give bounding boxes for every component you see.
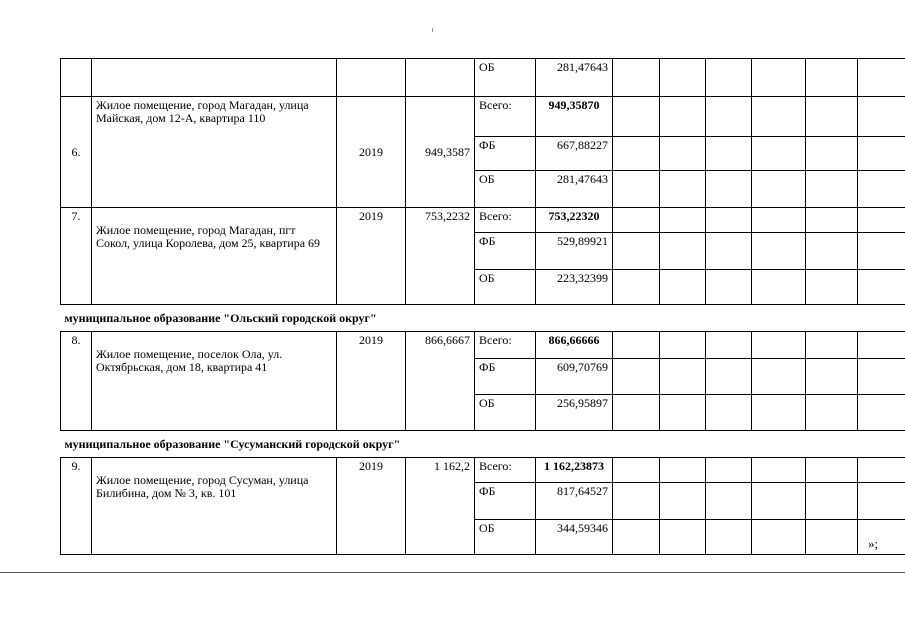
empty-cell (806, 137, 858, 171)
empty-cell (806, 208, 858, 233)
empty-cell (752, 97, 806, 137)
amount-text: 866,6667 (406, 332, 475, 431)
empty-cell (806, 520, 858, 555)
empty-cell (752, 395, 806, 431)
empty-cell (613, 332, 660, 359)
empty-cell (613, 458, 660, 483)
fb-label: ФБ (475, 359, 536, 395)
ob-label: ОБ (475, 395, 536, 431)
empty-cell (660, 332, 706, 359)
empty-cell (858, 171, 905, 208)
empty-cell (752, 458, 806, 483)
row-number-cell (61, 59, 92, 97)
empty-cell (613, 520, 660, 555)
empty-cell (752, 137, 806, 171)
empty-cell (806, 171, 858, 208)
empty-cell (858, 483, 905, 520)
fb-value: 609,70769 (536, 359, 613, 395)
fb-value: 817,64527 (536, 483, 613, 520)
row-number: 6. (61, 97, 92, 208)
table-row (61, 458, 905, 483)
empty-cell (858, 97, 905, 137)
total-value: 949,35870 (536, 97, 613, 137)
fb-value: 667,88227 (536, 137, 613, 171)
section-title: муниципальное образование "Ольский городской округ" (61, 305, 905, 332)
amount-text: 753,2232 (406, 208, 475, 305)
ob-value: 281,47643 (536, 171, 613, 208)
fb-label: ФБ (475, 233, 536, 270)
empty-cell (806, 483, 858, 520)
ob-label: ОБ (475, 270, 536, 305)
address-text: Жилое помещение, город Магадан, улица Майская, дом 12-А, квартира 110 (92, 97, 337, 208)
empty-cell (660, 520, 706, 555)
fb-label: ФБ (475, 483, 536, 520)
closing-quote: »; (868, 536, 879, 551)
page-divider (0, 572, 905, 573)
address-text: Жилое помещение, поселок Ола, ул. Октябрьская, дом 18, квартира 41 (92, 332, 337, 431)
empty-cell (660, 208, 706, 233)
empty-cell (858, 458, 905, 483)
total-label: Всего: (475, 458, 536, 483)
empty-cell (660, 359, 706, 395)
empty-cell (660, 458, 706, 483)
address-text: Жилое помещение, город Магадан, пгт Сокол, улица Королева, дом 25, квартира 69 (92, 208, 337, 305)
year-text: 2019 (337, 208, 406, 305)
ob-value: 223,32399 (536, 270, 613, 305)
empty-cell (806, 359, 858, 395)
empty-cell (613, 137, 660, 171)
address-text: Жилое помещение, город Сусуман, улица Билибина, дом № 3, кв. 101 (92, 458, 337, 555)
empty-cell (613, 359, 660, 395)
empty-cell (858, 395, 905, 431)
table-row (61, 208, 905, 233)
fb-label: ФБ (475, 137, 536, 171)
empty-cell (752, 171, 806, 208)
amount-text: 949,3587 (406, 97, 475, 208)
empty-cell (613, 483, 660, 520)
empty-cell (752, 59, 806, 97)
empty-cell (706, 483, 752, 520)
empty-cell (706, 171, 752, 208)
empty-cell (752, 233, 806, 270)
empty-cell (660, 483, 706, 520)
year-text: 2019 (337, 458, 406, 555)
empty-cell (858, 359, 905, 395)
empty-cell (706, 332, 752, 359)
empty-cell (613, 395, 660, 431)
empty-cell (858, 520, 905, 555)
total-label: Всего: (475, 332, 536, 359)
funding-value: 281,47643 (536, 59, 613, 97)
empty-cell (858, 270, 905, 305)
empty-cell (858, 233, 905, 270)
empty-cell (706, 208, 752, 233)
fb-value: 529,89921 (536, 233, 613, 270)
total-label: Всего: (475, 97, 536, 137)
row-number: 9. (61, 458, 92, 555)
empty-cell (613, 208, 660, 233)
empty-cell (858, 208, 905, 233)
empty-cell (660, 270, 706, 305)
empty-cell (706, 520, 752, 555)
ob-label: ОБ (475, 520, 536, 555)
empty-cell (806, 233, 858, 270)
row-number: 8. (61, 332, 92, 431)
empty-cell (613, 59, 660, 97)
table-row (61, 59, 905, 97)
empty-cell (858, 59, 905, 97)
empty-cell (752, 483, 806, 520)
year-text: 2019 (337, 332, 406, 431)
section-header-row (61, 305, 905, 332)
empty-cell (613, 97, 660, 137)
table-row (61, 97, 905, 137)
empty-cell (660, 171, 706, 208)
total-value: 753,22320 (536, 208, 613, 233)
empty-cell (752, 520, 806, 555)
empty-cell (806, 332, 858, 359)
funding-label: ОБ (475, 59, 536, 97)
empty-cell (706, 59, 752, 97)
empty-cell (613, 171, 660, 208)
scan-mark (432, 28, 433, 32)
empty-cell (806, 458, 858, 483)
row-number: 7. (61, 208, 92, 305)
empty-cell (660, 233, 706, 270)
empty-cell (806, 59, 858, 97)
empty-cell (706, 97, 752, 137)
empty-cell (752, 270, 806, 305)
empty-cell (806, 395, 858, 431)
empty-cell (752, 332, 806, 359)
empty-cell (858, 332, 905, 359)
total-label: Всего: (475, 208, 536, 233)
empty-cell (752, 359, 806, 395)
ob-label: ОБ (475, 171, 536, 208)
section-title: муниципальное образование "Сусуманский городской округ" (61, 431, 905, 458)
empty-cell (706, 359, 752, 395)
amount-cell (406, 59, 475, 97)
year-cell (337, 59, 406, 97)
empty-cell (613, 270, 660, 305)
amount-text: 1 162,2 (406, 458, 475, 555)
empty-cell (806, 97, 858, 137)
empty-cell (752, 208, 806, 233)
empty-cell (706, 137, 752, 171)
empty-cell (660, 395, 706, 431)
empty-cell (660, 59, 706, 97)
empty-cell (806, 270, 858, 305)
year-text: 2019 (337, 97, 406, 208)
ob-value: 256,95897 (536, 395, 613, 431)
budget-table (60, 58, 905, 555)
empty-cell (660, 137, 706, 171)
total-value: 1 162,23873 (536, 458, 613, 483)
section-header-row (61, 431, 905, 458)
address-cell (92, 59, 337, 97)
total-value: 866,66666 (536, 332, 613, 359)
empty-cell (660, 97, 706, 137)
empty-cell (613, 233, 660, 270)
empty-cell (706, 458, 752, 483)
empty-cell (706, 233, 752, 270)
empty-cell (706, 270, 752, 305)
empty-cell (858, 137, 905, 171)
empty-cell (706, 395, 752, 431)
ob-value: 344,59346 (536, 520, 613, 555)
table-row (61, 332, 905, 359)
